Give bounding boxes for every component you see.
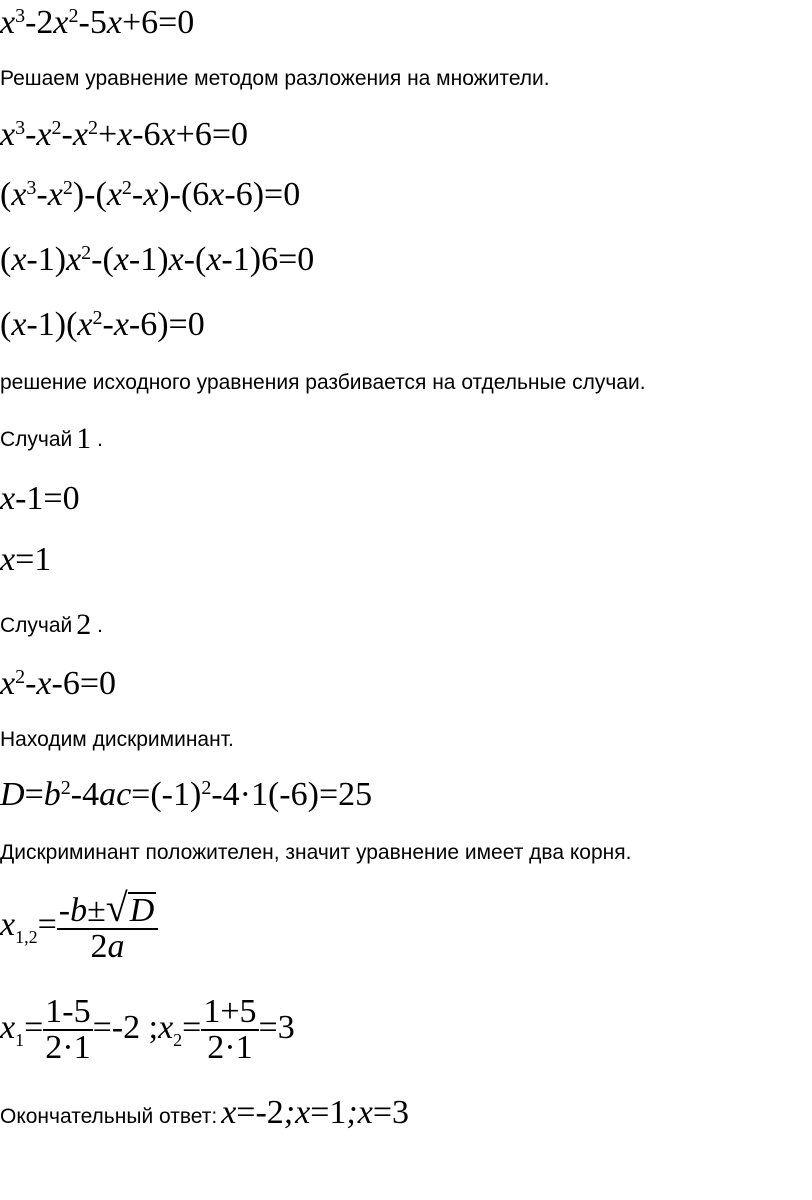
equation-discriminant: $D=b^2-4ac=(-1)^2-4\cdot 1(-6)=25$ bbox=[0, 776, 373, 813]
root1-fraction: $\frac{1-5}{2\cdot 1}$ bbox=[45, 993, 91, 1066]
equation-expanded: $x^3-x^2-x^2+x-6x+6=0$ bbox=[0, 116, 248, 153]
case-2-number: 2 bbox=[76, 608, 92, 641]
roots-computation: $x_1=$ $\frac{1-5}{2\cdot 1}$ =-2 $;x_2=$ $\frac{1+5}{2\cdot 1}$ =3 bbox=[0, 993, 295, 1066]
quadratic-formula: $x_{1,2}=$ -b± √ D 2a bbox=[0, 890, 158, 964]
case-2-label: Случай bbox=[0, 614, 73, 637]
case-1-heading bbox=[0, 424, 103, 454]
equation-factored-partial: $(x-1)x^2-(x-1)x-(x-1)6=0$ bbox=[0, 241, 315, 278]
case-1-label: Случай bbox=[0, 428, 73, 451]
text-cases: решение исходного уравнения разбивается на отдельные случаи. bbox=[0, 371, 646, 394]
case-1-number: 1 bbox=[76, 422, 92, 455]
case-2-heading bbox=[0, 610, 103, 640]
final-answer-label: Окончательный ответ: bbox=[0, 1105, 218, 1128]
formula-fraction: -b± √ D 2a bbox=[57, 890, 159, 964]
text-discriminant: Находим дискриминант. bbox=[0, 728, 234, 751]
equation-case1: x-1=0 bbox=[0, 480, 80, 517]
case-2-dot: . bbox=[91, 614, 103, 637]
text-method: Решаем уравнение методом разложения на множители. bbox=[0, 67, 550, 90]
text-two-roots: Дискриминант положителен, значит уравнение имеет два корня. bbox=[0, 841, 632, 864]
equation-case1-result: x=1 bbox=[0, 541, 52, 578]
final-answer bbox=[0, 1096, 409, 1130]
equation-factored: $(x-1)(x^2-x-6)=0$ bbox=[0, 306, 205, 343]
case-1-dot: . bbox=[91, 428, 103, 451]
root2-fraction: $\frac{1+5}{2\cdot 1}$ bbox=[203, 993, 257, 1066]
final-answer-value: x=-2;x=1;x=3 bbox=[221, 1094, 410, 1131]
equation-case2: $x^2-x-6=0$ bbox=[0, 665, 117, 702]
equation-grouped: $(x^3-x^2)-(x^2-x)-(6x-6)=0$ bbox=[0, 176, 301, 213]
equation-original: $x^3-2x^2-5x+6=0$ bbox=[0, 4, 195, 41]
